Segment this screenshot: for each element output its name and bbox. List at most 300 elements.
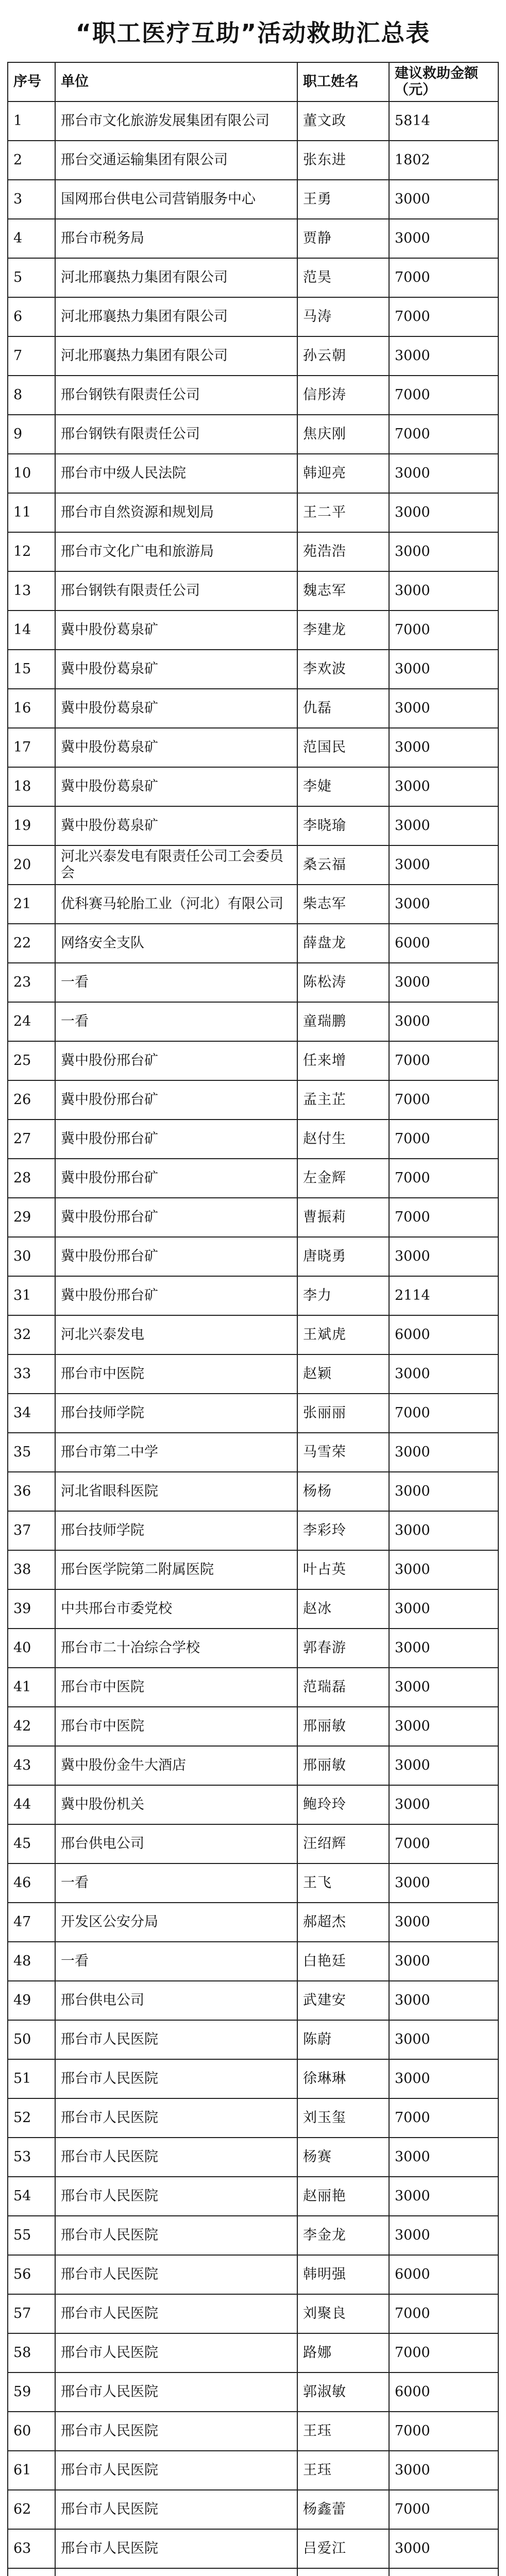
unit-cell: 一看: [55, 1942, 297, 1981]
table-row: [8, 1315, 498, 1354]
amount-cell: 3000: [389, 336, 498, 376]
employee-name-cell: 信彤涛: [297, 376, 389, 415]
amount-cell: 3000: [389, 728, 498, 767]
unit-cell: 河北邢襄热力集团有限公司: [55, 336, 297, 376]
table-row: [8, 2216, 498, 2255]
unit-cell: 一看: [55, 1863, 297, 1903]
unit-cell: 邢台市文化广电和旅游局: [55, 532, 297, 571]
unit-cell: 河北兴泰发电有限责任公司工会委员会: [55, 845, 297, 885]
unit-cell: 邢台市人民医院: [55, 2216, 297, 2255]
amount-cell: 7000: [389, 2333, 498, 2372]
amount-cell: 6000: [389, 2372, 498, 2412]
unit-cell: 冀中股份金牛大酒店: [55, 1746, 297, 1785]
unit-cell: 邢台市人民医院: [55, 2529, 297, 2568]
amount-cell: 7000: [389, 1080, 498, 1120]
unit-cell: 中共邢台市委党校: [55, 1589, 297, 1629]
amount-cell: 3000: [389, 1433, 498, 1472]
table-row: [8, 1903, 498, 1942]
table-row: [8, 2568, 498, 2576]
table-row: [8, 1981, 498, 2020]
amount-cell: 3000: [389, 493, 498, 532]
amount-cell: 3000: [389, 650, 498, 689]
row-number-cell: 1: [8, 101, 55, 141]
table-row: [8, 415, 498, 454]
relief-summary-table: [7, 62, 499, 2576]
amount-cell: 3000: [389, 2020, 498, 2059]
employee-name-cell: 李建龙: [297, 611, 389, 650]
row-number-cell: 63: [8, 2529, 55, 2568]
row-number-cell: 48: [8, 1942, 55, 1981]
row-number-cell: 18: [8, 767, 55, 806]
employee-name-cell: 陈松涛: [297, 963, 389, 1002]
amount-cell: 7000: [389, 258, 498, 297]
employee-name-cell: 徐琳琳: [297, 2059, 389, 2098]
employee-name-cell: 韩迎亮: [297, 454, 389, 493]
header-name: 职工姓名: [297, 62, 389, 101]
employee-name-cell: 董文政: [297, 101, 389, 141]
employee-name-cell: 邢丽敏: [297, 1746, 389, 1785]
unit-cell: 冀中股份葛泉矿: [55, 689, 297, 728]
table-row: [8, 728, 498, 767]
amount-cell: 3000: [389, 1511, 498, 1550]
amount-cell: 3000: [389, 1942, 498, 1981]
employee-name-cell: 白艳廷: [297, 1942, 389, 1981]
amount-cell: 3000: [389, 806, 498, 845]
unit-cell: [55, 2568, 297, 2576]
employee-name-cell: 孙云朝: [297, 336, 389, 376]
amount-cell: 7000: [389, 2412, 498, 2451]
row-number-cell: 54: [8, 2177, 55, 2216]
employee-name-cell: 李彩玲: [297, 1511, 389, 1550]
amount-cell: 3000: [389, 963, 498, 1002]
table-row: [8, 1746, 498, 1785]
row-number-cell: 42: [8, 1707, 55, 1746]
unit-cell: 邢台市人民医院: [55, 2294, 297, 2333]
unit-cell: 邢台市中医院: [55, 1354, 297, 1394]
employee-name-cell: 郝超杰: [297, 1903, 389, 1942]
unit-cell: 冀中股份邢台矿: [55, 1276, 297, 1315]
row-number-cell: 28: [8, 1159, 55, 1198]
amount-cell: 3000: [389, 1707, 498, 1746]
employee-name-cell: 赵冰: [297, 1589, 389, 1629]
amount-cell: 3000: [389, 1746, 498, 1785]
table-row: [8, 845, 498, 885]
employee-name-cell: 任来增: [297, 1041, 389, 1080]
table-row: [8, 141, 498, 180]
table-row: [8, 336, 498, 376]
amount-cell: 3000: [389, 2216, 498, 2255]
unit-cell: 冀中股份邢台矿: [55, 1080, 297, 1120]
row-number-cell: 19: [8, 806, 55, 845]
header-amount: 建议救助金额（元）: [389, 62, 498, 101]
unit-cell: 邢台市人民医院: [55, 2138, 297, 2177]
row-number-cell: 13: [8, 571, 55, 611]
employee-name-cell: 王勇: [297, 180, 389, 219]
table-row: [8, 219, 498, 258]
unit-cell: 冀中股份邢台矿: [55, 1237, 297, 1276]
employee-name-cell: 仇磊: [297, 689, 389, 728]
amount-cell: 3000: [389, 1589, 498, 1629]
employee-name-cell: 王珏: [297, 2412, 389, 2451]
unit-cell: 邢台钢铁有限责任公司: [55, 376, 297, 415]
amount-cell: [389, 2568, 498, 2576]
unit-cell: 邢台供电公司: [55, 1824, 297, 1863]
employee-name-cell: 李婕: [297, 767, 389, 806]
amount-cell: 5814: [389, 101, 498, 141]
unit-cell: 邢台市人民医院: [55, 2177, 297, 2216]
row-number-cell: 35: [8, 1433, 55, 1472]
employee-name-cell: 武建安: [297, 1981, 389, 2020]
row-number-cell: 55: [8, 2216, 55, 2255]
employee-name-cell: 杨赛: [297, 2138, 389, 2177]
employee-name-cell: 刘玉玺: [297, 2098, 389, 2138]
amount-cell: 3000: [389, 532, 498, 571]
unit-cell: 优科赛马轮胎工业（河北）有限公司: [55, 885, 297, 924]
amount-cell: 3000: [389, 767, 498, 806]
employee-name-cell: 马雪荣: [297, 1433, 389, 1472]
employee-name-cell: 赵付生: [297, 1120, 389, 1159]
amount-cell: 3000: [389, 2138, 498, 2177]
unit-cell: 邢台技师学院: [55, 1511, 297, 1550]
row-number-cell: 39: [8, 1589, 55, 1629]
row-number-cell: 12: [8, 532, 55, 571]
table-row: [8, 532, 498, 571]
table-row: [8, 1942, 498, 1981]
amount-cell: 3000: [389, 219, 498, 258]
amount-cell: 3000: [389, 1668, 498, 1707]
amount-cell: 6000: [389, 1315, 498, 1354]
amount-cell: 7000: [389, 1120, 498, 1159]
row-number-cell: 57: [8, 2294, 55, 2333]
row-number-cell: 51: [8, 2059, 55, 2098]
amount-cell: 3000: [389, 2059, 498, 2098]
amount-cell: 7000: [389, 297, 498, 336]
row-number-cell: 27: [8, 1120, 55, 1159]
row-number-cell: 49: [8, 1981, 55, 2020]
unit-cell: 冀中股份葛泉矿: [55, 611, 297, 650]
table-row: [8, 806, 498, 845]
employee-name-cell: 邢丽敏: [297, 1707, 389, 1746]
table-row: [8, 924, 498, 963]
row-number-cell: 15: [8, 650, 55, 689]
unit-cell: 河北兴泰发电: [55, 1315, 297, 1354]
employee-name-cell: 陈蔚: [297, 2020, 389, 2059]
table-row: [8, 1159, 498, 1198]
row-number-cell: 43: [8, 1746, 55, 1785]
amount-cell: 7000: [389, 2490, 498, 2529]
row-number-cell: 40: [8, 1629, 55, 1668]
table-row: [8, 1824, 498, 1863]
row-number-cell: 52: [8, 2098, 55, 2138]
table-row: [8, 650, 498, 689]
unit-cell: 邢台市中医院: [55, 1707, 297, 1746]
table-row: [8, 1354, 498, 1394]
unit-cell: 邢台市人民医院: [55, 2451, 297, 2490]
row-number-cell: 33: [8, 1354, 55, 1394]
employee-name-cell: 童瑞鹏: [297, 1002, 389, 1041]
unit-cell: 开发区公安分局: [55, 1903, 297, 1942]
amount-cell: 3000: [389, 885, 498, 924]
table-row: [8, 1863, 498, 1903]
employee-name-cell: 王二平: [297, 493, 389, 532]
employee-name-cell: 王斌虎: [297, 1315, 389, 1354]
amount-cell: 3000: [389, 1981, 498, 2020]
table-row: [8, 1080, 498, 1120]
document-title: “职工医疗互助”活动救助汇总表: [75, 19, 431, 47]
employee-name-cell: 鲍玲玲: [297, 1785, 389, 1824]
row-number-cell: 29: [8, 1198, 55, 1237]
employee-name-cell: 赵丽艳: [297, 2177, 389, 2216]
employee-name-cell: 李欢波: [297, 650, 389, 689]
amount-cell: 3000: [389, 454, 498, 493]
row-number-cell: 50: [8, 2020, 55, 2059]
unit-cell: 邢台市税务局: [55, 219, 297, 258]
row-number-cell: 46: [8, 1863, 55, 1903]
employee-name-cell: 叶占英: [297, 1550, 389, 1589]
row-number-cell: 21: [8, 885, 55, 924]
table-row: [8, 2177, 498, 2216]
employee-name-cell: 路娜: [297, 2333, 389, 2372]
amount-cell: 3000: [389, 845, 498, 885]
unit-cell: 冀中股份葛泉矿: [55, 728, 297, 767]
employee-name-cell: 韩明强: [297, 2255, 389, 2294]
unit-cell: 邢台市人民医院: [55, 2490, 297, 2529]
row-number-cell: 24: [8, 1002, 55, 1041]
unit-cell: 邢台市人民医院: [55, 2059, 297, 2098]
unit-cell: 河北邢襄热力集团有限公司: [55, 297, 297, 336]
row-number-cell: 38: [8, 1550, 55, 1589]
row-number-cell: 30: [8, 1237, 55, 1276]
unit-cell: 邢台市人民医院: [55, 2372, 297, 2412]
row-number-cell: 9: [8, 415, 55, 454]
unit-cell: 邢台市中医院: [55, 1668, 297, 1707]
unit-cell: 河北省眼科医院: [55, 1472, 297, 1511]
table-row: [8, 1472, 498, 1511]
row-number-cell: 11: [8, 493, 55, 532]
unit-cell: 邢台供电公司: [55, 1981, 297, 2020]
amount-cell: 3000: [389, 1863, 498, 1903]
table-row: [8, 2294, 498, 2333]
row-number-cell: 4: [8, 219, 55, 258]
employee-name-cell: 吕爱江: [297, 2529, 389, 2568]
table-row: [8, 1002, 498, 1041]
table-row: [8, 493, 498, 532]
row-number-cell: 5: [8, 258, 55, 297]
amount-cell: 7000: [389, 1394, 498, 1433]
row-number-cell: 56: [8, 2255, 55, 2294]
amount-cell: 6000: [389, 2255, 498, 2294]
employee-name-cell: 赵颖: [297, 1354, 389, 1394]
table-row: [8, 454, 498, 493]
table-row: [8, 258, 498, 297]
unit-cell: 邢台市人民医院: [55, 2255, 297, 2294]
employee-name-cell: 马涛: [297, 297, 389, 336]
row-number-cell: 2: [8, 141, 55, 180]
row-number-cell: 20: [8, 845, 55, 885]
table-row: [8, 1237, 498, 1276]
row-number-cell: 47: [8, 1903, 55, 1942]
row-number-cell: [8, 2568, 55, 2576]
row-number-cell: 10: [8, 454, 55, 493]
table-row: [8, 963, 498, 1002]
table-row: [8, 1668, 498, 1707]
amount-cell: 2114: [389, 1276, 498, 1315]
table-row: [8, 1589, 498, 1629]
amount-cell: 6000: [389, 924, 498, 963]
amount-cell: 7000: [389, 1824, 498, 1863]
employee-name-cell: 李晓瑜: [297, 806, 389, 845]
row-number-cell: 22: [8, 924, 55, 963]
amount-cell: 7000: [389, 2294, 498, 2333]
employee-name-cell: 曹振莉: [297, 1198, 389, 1237]
unit-cell: 邢台市人民医院: [55, 2333, 297, 2372]
table-row: [8, 1198, 498, 1237]
employee-name-cell: 郭淑敏: [297, 2372, 389, 2412]
table-row: [8, 1433, 498, 1472]
employee-name-cell: 汪绍辉: [297, 1824, 389, 1863]
employee-name-cell: 桑云福: [297, 845, 389, 885]
row-number-cell: 45: [8, 1824, 55, 1863]
table-row: [8, 571, 498, 611]
unit-cell: 国网邢台供电公司营销服务中心: [55, 180, 297, 219]
table-row: [8, 297, 498, 336]
amount-cell: 7000: [389, 415, 498, 454]
employee-name-cell: 苑浩浩: [297, 532, 389, 571]
table-row: [8, 2138, 498, 2177]
unit-cell: 邢台钢铁有限责任公司: [55, 415, 297, 454]
unit-cell: 邢台市自然资源和规划局: [55, 493, 297, 532]
unit-cell: 邢台市第二中学: [55, 1433, 297, 1472]
table-row: [8, 101, 498, 141]
row-number-cell: 37: [8, 1511, 55, 1550]
employee-name-cell: 王珏: [297, 2451, 389, 2490]
employee-name-cell: 贾静: [297, 219, 389, 258]
unit-cell: 邢台市文化旅游发展集团有限公司: [55, 101, 297, 141]
unit-cell: 邢台市人民医院: [55, 2412, 297, 2451]
unit-cell: 邢台市人民医院: [55, 2098, 297, 2138]
table-row: [8, 2020, 498, 2059]
unit-cell: 一看: [55, 963, 297, 1002]
amount-cell: 3000: [389, 1237, 498, 1276]
employee-name-cell: 范昊: [297, 258, 389, 297]
row-number-cell: 8: [8, 376, 55, 415]
table-row: [8, 1276, 498, 1315]
row-number-cell: 25: [8, 1041, 55, 1080]
amount-cell: 3000: [389, 180, 498, 219]
unit-cell: 冀中股份邢台矿: [55, 1041, 297, 1080]
unit-cell: 邢台市中级人民法院: [55, 454, 297, 493]
amount-cell: 3000: [389, 1354, 498, 1394]
row-number-cell: 6: [8, 297, 55, 336]
row-number-cell: 62: [8, 2490, 55, 2529]
row-number-cell: 60: [8, 2412, 55, 2451]
employee-name-cell: 范国民: [297, 728, 389, 767]
employee-name-cell: 刘聚良: [297, 2294, 389, 2333]
row-number-cell: 32: [8, 1315, 55, 1354]
amount-cell: 3000: [389, 689, 498, 728]
unit-cell: 一看: [55, 1002, 297, 1041]
employee-name-cell: 李金龙: [297, 2216, 389, 2255]
amount-cell: 7000: [389, 611, 498, 650]
employee-name-cell: 薛盘龙: [297, 924, 389, 963]
table-row: [8, 180, 498, 219]
unit-cell: 网络安全支队: [55, 924, 297, 963]
table-row: [8, 1707, 498, 1746]
table-row: [8, 2372, 498, 2412]
row-number-cell: 34: [8, 1394, 55, 1433]
unit-cell: 冀中股份葛泉矿: [55, 650, 297, 689]
table-header-row: [8, 62, 498, 101]
table-row: [8, 1550, 498, 1589]
table-row: [8, 2059, 498, 2098]
employee-name-cell: 王飞: [297, 1863, 389, 1903]
unit-cell: 邢台市人民医院: [55, 2020, 297, 2059]
row-number-cell: 17: [8, 728, 55, 767]
row-number-cell: 14: [8, 611, 55, 650]
table-row: [8, 2451, 498, 2490]
unit-cell: 邢台市二十冶综合学校: [55, 1629, 297, 1668]
employee-name-cell: 张东进: [297, 141, 389, 180]
row-number-cell: 53: [8, 2138, 55, 2177]
row-number-cell: 26: [8, 1080, 55, 1120]
row-number-cell: 59: [8, 2372, 55, 2412]
table-body: [8, 101, 498, 2576]
amount-cell: 3000: [389, 571, 498, 611]
amount-cell: 3000: [389, 1550, 498, 1589]
employee-name-cell: 柴志军: [297, 885, 389, 924]
table-row: [8, 1394, 498, 1433]
unit-cell: 冀中股份葛泉矿: [55, 767, 297, 806]
employee-name-cell: 焦庆刚: [297, 415, 389, 454]
employee-name-cell: 唐晓勇: [297, 1237, 389, 1276]
table-row: [8, 1785, 498, 1824]
amount-cell: 3000: [389, 1472, 498, 1511]
row-number-cell: 41: [8, 1668, 55, 1707]
table-row: [8, 2490, 498, 2529]
table-row: [8, 2098, 498, 2138]
header-no: 序号: [8, 62, 55, 101]
amount-cell: 7000: [389, 376, 498, 415]
unit-cell: 邢台钢铁有限责任公司: [55, 571, 297, 611]
table-row: [8, 1041, 498, 1080]
employee-name-cell: [297, 2568, 389, 2576]
table-row: [8, 376, 498, 415]
employee-name-cell: 左金辉: [297, 1159, 389, 1198]
unit-cell: 邢台医学院第二附属医院: [55, 1550, 297, 1589]
row-number-cell: 36: [8, 1472, 55, 1511]
unit-cell: 邢台技师学院: [55, 1394, 297, 1433]
unit-cell: 河北邢襄热力集团有限公司: [55, 258, 297, 297]
unit-cell: 冀中股份机关: [55, 1785, 297, 1824]
amount-cell: 3000: [389, 2177, 498, 2216]
table-row: [8, 2255, 498, 2294]
table-row: [8, 767, 498, 806]
unit-cell: 邢台交通运输集团有限公司: [55, 141, 297, 180]
row-number-cell: 61: [8, 2451, 55, 2490]
table-row: [8, 611, 498, 650]
amount-cell: 7000: [389, 1159, 498, 1198]
employee-name-cell: 张丽丽: [297, 1394, 389, 1433]
table-row: [8, 2412, 498, 2451]
amount-cell: 3000: [389, 2451, 498, 2490]
amount-cell: 7000: [389, 2098, 498, 2138]
amount-cell: 1802: [389, 141, 498, 180]
unit-cell: 冀中股份葛泉矿: [55, 806, 297, 845]
amount-cell: 7000: [389, 1198, 498, 1237]
employee-name-cell: 郭春游: [297, 1629, 389, 1668]
employee-name-cell: 孟主芷: [297, 1080, 389, 1120]
amount-cell: 3000: [389, 1629, 498, 1668]
